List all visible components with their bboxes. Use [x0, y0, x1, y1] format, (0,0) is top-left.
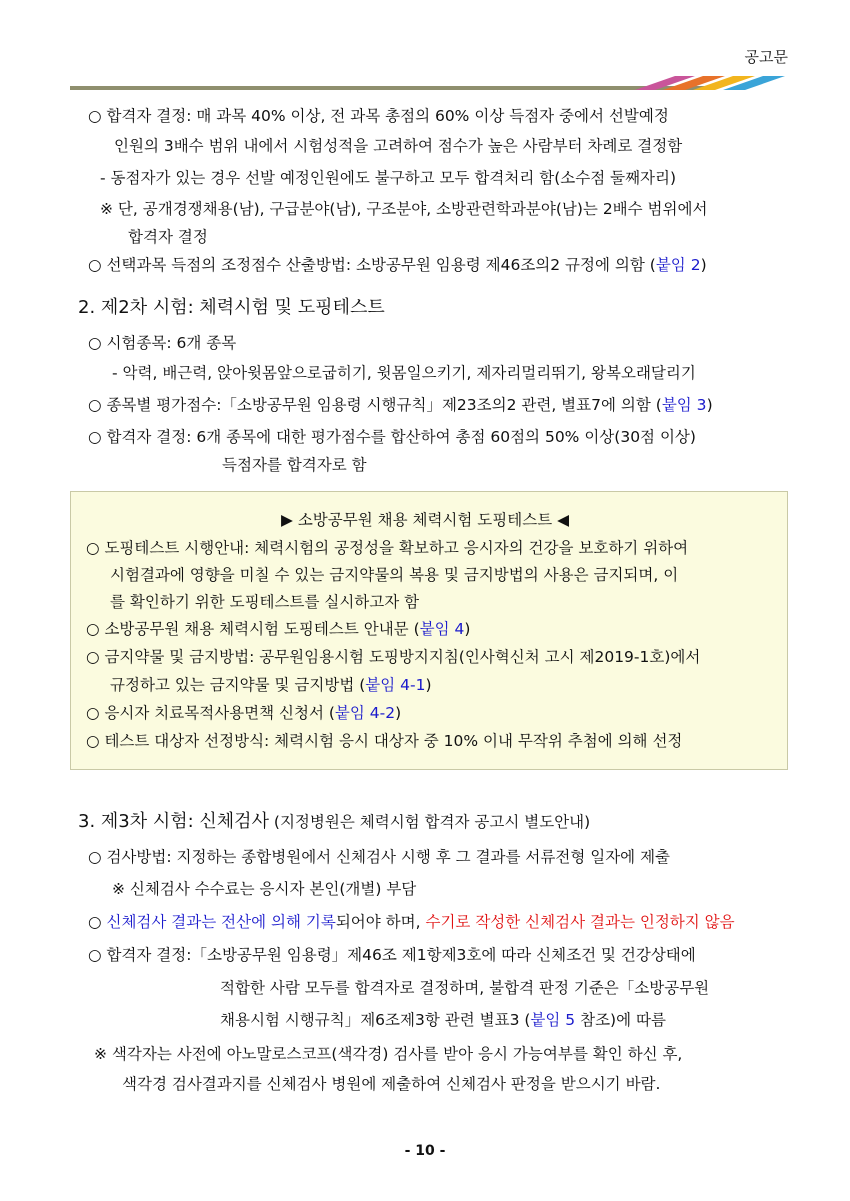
adjusted-score-end: ) — [700, 256, 707, 274]
attachment-4-1-ref: 붙임 4-1 — [365, 676, 426, 694]
prohibited-line-2 — [110, 675, 432, 695]
tue-application-line — [86, 703, 401, 723]
physical-pass-line-3 — [220, 1010, 666, 1030]
tue-end: ) — [395, 704, 402, 722]
pass-criteria-line-1: ○ 합격자 결정: 매 과목 40% 이상, 전 과목 총점의 60% 이상 득점자 중에서 선발예정 — [88, 107, 669, 125]
adjusted-score-text: ○ 선택과목 득점의 조정점수 산출방법: 소방공무원 임용령 제46조의2 규정에 의함 ( — [88, 256, 656, 274]
section-3-title: 3. 제3차 시험: 신체검사 — [78, 811, 269, 832]
tue-text: ○ 응시자 치료목적사용면책 신청서 ( — [86, 704, 335, 722]
header-rule — [70, 86, 712, 90]
exam-method: ○ 검사방법: 지정하는 종합병원에서 신체검사 시행 후 그 결과를 서류전형 일자에 제출 — [88, 848, 671, 866]
doping-guide-line — [86, 619, 470, 639]
attachment-2-ref: 붙임 2 — [655, 256, 701, 274]
physical-pass-line-2: 적합한 사람 모두를 합격자로 결정하며, 불합격 판정 기준은「소방공무원 — [220, 979, 710, 997]
attachment-4-ref: 붙임 4 — [419, 620, 465, 638]
scoring-line — [88, 395, 713, 415]
page-number: - 10 - — [404, 1143, 446, 1159]
attachment-4-2-ref: 붙임 4-2 — [334, 704, 396, 722]
test-events-list: - 악력, 배근력, 앉아윗몸앞으로굽히기, 윗몸일으키기, 제자리멀리뛰기, 왕복오래달리기 — [112, 364, 696, 382]
record-bullet: ○ — [88, 913, 102, 931]
section-3-note: (지정병원은 체력시험 합격자 공고시 별도안내) — [273, 813, 591, 831]
record-rule-blue: 신체검사 결과는 전산에 의해 기록 — [106, 913, 336, 931]
fee-note: ※ 신체검사 수수료는 응시자 본인(개별) 부담 — [112, 880, 417, 898]
section-3-title-line — [78, 812, 590, 832]
physical-pass-end: 참조)에 따름 — [575, 1011, 666, 1029]
doping-guide-text: ○ 소방공무원 채용 체력시험 도핑테스트 안내문 ( — [86, 620, 420, 638]
header-title: 공고문 — [744, 48, 788, 66]
physical-pass-line-1: ○ 합격자 결정:「소방공무원 임용령」제46조 제1항제3호에 따라 신체조건 및 건강상태에 — [88, 946, 696, 964]
selection-method: ○ 테스트 대상자 선정방식: 체력시험 응시 대상자 중 10% 이내 무작위 추첨에 의해 선정 — [86, 732, 683, 750]
prohibited-end: ) — [425, 676, 432, 694]
record-rule-line — [88, 912, 735, 932]
scoring-text: ○ 종목별 평가점수:「소방공무원 임용령 시행규칙」제23조의2 관련, 별표7에 의함 ( — [88, 396, 662, 414]
multiple-note-line-2: 합격자 결정 — [128, 228, 208, 246]
doping-guide-end: ) — [464, 620, 471, 638]
doping-box-title: ▶ 소방공무원 채용 체력시험 도핑테스트 ◀ — [280, 511, 570, 529]
multiple-note-line-1: ※ 단, 공개경쟁채용(남), 구급분야(남), 구조분야, 소방관련학과분야(남)는 2배수 범위에서 — [100, 200, 708, 218]
scoring-end: ) — [706, 396, 713, 414]
pass-decision-line-2: 득점자를 합격자로 함 — [222, 456, 367, 474]
adjusted-score-line — [88, 255, 707, 275]
doping-info-line-3: 를 확인하기 위한 도핑테스트를 실시하고자 함 — [110, 593, 420, 611]
physical-pass-text: 채용시험 시행규칙」제6조제3항 관련 별표3 ( — [220, 1011, 531, 1029]
doping-info-line-2: 시험결과에 영향을 미칠 수 있는 금지약물의 복용 및 금지방법의 사용은 금지되며, 이 — [110, 566, 679, 584]
attachment-3-ref: 붙임 3 — [661, 396, 707, 414]
test-events: ○ 시험종목: 6개 종목 — [88, 334, 237, 352]
record-rule-mid: 되어야 하며, — [335, 913, 421, 931]
section-2-title: 2. 제2차 시험: 체력시험 및 도핑테스트 — [78, 297, 385, 318]
tie-rule: - 동점자가 있는 경우 선발 예정인원에도 불구하고 모두 합격처리 함(소수점 둘째자리) — [100, 169, 677, 187]
header-decoration — [635, 76, 785, 92]
prohibited-text: 규정하고 있는 금지약물 및 금지방법 ( — [110, 676, 366, 694]
pass-decision-line-1: ○ 합격자 결정: 6개 종목에 대한 평가점수를 합산하여 총점 60점의 50% 이상(30점 이상) — [88, 428, 696, 446]
doping-info-line-1: ○ 도핑테스트 시행안내: 체력시험의 공정성을 확보하고 응시자의 건강을 보호하기 위하여 — [86, 539, 689, 557]
color-vision-note-line-2: 색각경 검사결과지를 신체검사 병원에 제출하여 신체검사 판정을 받으시기 바람. — [122, 1075, 661, 1093]
record-rule-red: 수기로 작성한 신체검사 결과는 인정하지 않음 — [425, 913, 735, 931]
color-vision-note-line-1: ※ 색각자는 사전에 아노말로스코프(색각경) 검사를 받아 응시 가능여부를 확인 하신 후, — [94, 1045, 683, 1063]
prohibited-line-1: ○ 금지약물 및 금지방법: 공무원임용시험 도핑방지지침(인사혁신처 고시 제2019-1호)에서 — [86, 648, 701, 666]
attachment-5-ref: 붙임 5 — [530, 1011, 576, 1029]
pass-criteria-line-2: 인원의 3배수 범위 내에서 시험성적을 고려하여 점수가 높은 사람부터 차례로 결정함 — [114, 137, 683, 155]
